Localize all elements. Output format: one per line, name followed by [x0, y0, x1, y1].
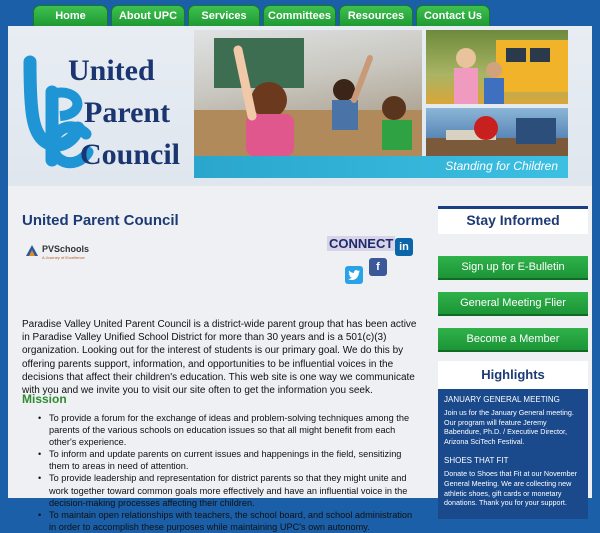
- highlights-box: [438, 361, 588, 389]
- site-tagline: Standing for Children: [445, 159, 558, 173]
- header-photo-collage: [194, 30, 568, 156]
- nav-tab-contact-us[interactable]: Contact Us: [416, 5, 490, 26]
- main-content: [22, 212, 422, 532]
- nav-tab-services[interactable]: Services: [188, 5, 260, 26]
- page-frame: [8, 26, 592, 532]
- svg-text:United: United: [68, 54, 155, 87]
- linkedin-icon[interactable]: in: [395, 238, 413, 256]
- upc-logo[interactable]: [22, 40, 182, 170]
- general-meeting-flier-button[interactable]: General Meeting Flier: [438, 292, 588, 316]
- list-item: • To maintain open relationships with teachers, the school board, and school administration in order to accomplish these purposes while maintaining UPC's own autonomy.: [42, 509, 420, 533]
- tagline-bar: [194, 156, 568, 178]
- nav-tab-resources[interactable]: Resources: [339, 5, 413, 26]
- nav-tab-committees[interactable]: Committees: [263, 5, 336, 26]
- page-title: United Parent Council: [22, 212, 179, 229]
- connect-label: CONNECT: [329, 236, 394, 251]
- site-header: [8, 26, 592, 186]
- connect-social: [327, 236, 417, 286]
- mission-heading: Mission: [22, 392, 67, 406]
- stay-informed-box: [438, 206, 588, 234]
- pvschools-subtext: A Journey of Excellence: [42, 255, 85, 260]
- top-nav: [0, 0, 600, 26]
- stay-informed-heading: Stay Informed: [466, 212, 560, 228]
- apple-books-photo: [426, 108, 568, 156]
- highlights-heading: Highlights: [481, 367, 545, 382]
- mission-list: [42, 412, 420, 533]
- become-member-button[interactable]: Become a Member: [438, 328, 588, 352]
- highlight-body: Donate to Shoes that Fit at our November General Meeting. We are collecting new athletic shoes, gift cards or monetary donations. Thank you for your support.: [444, 469, 578, 508]
- highlight-body: Join us for the January General meeting. Our program will feature Jeremy Babendure, Ph.D. / Executive Director, Arizona SciTech Festival.: [444, 408, 574, 446]
- pvschools-text: PVSchools: [42, 244, 90, 254]
- school-bus-photo: [426, 30, 568, 104]
- intro-paragraph: Paradise Valley United Parent Council is a district-wide parent group that has been active in Paradise Valley Unified School District for more than 30 years and is a 501(c)(3) organization. Looking out for the interest of students is our primary goal. We do this by offering parents support, information, and opportunities to be influential voices in the decisions that affect their children's education. This web site is one way we communicate with you and we invite you to visit our site often to get the information you seek.: [22, 319, 417, 397]
- classroom-photo: [194, 30, 422, 156]
- twitter-icon[interactable]: [345, 266, 363, 284]
- highlights-panel: [438, 389, 588, 519]
- highlight-title[interactable]: SHOES THAT FIT: [444, 456, 509, 466]
- list-item: • To provide a forum for the exchange of ideas and problem-solving techniques among the parents of the various schools on education issues so that all might benefit from each other's experience.: [42, 412, 420, 448]
- pvschools-logo[interactable]: [24, 240, 90, 270]
- highlight-title[interactable]: JANUARY GENERAL MEETING: [444, 395, 560, 404]
- pvschools-mark-icon: [24, 243, 40, 259]
- nav-tab-home[interactable]: Home: [33, 5, 108, 26]
- svg-text:Parent: Parent: [84, 96, 171, 129]
- list-item: • To inform and update parents on current issues and happenings in the field, sensitizing them to areas in need of attention.: [42, 448, 420, 472]
- svg-text:Council: Council: [80, 138, 181, 171]
- nav-tab-about-upc[interactable]: About UPC: [111, 5, 185, 26]
- ebulletin-signup-button[interactable]: Sign up for E-Bulletin: [438, 256, 588, 280]
- facebook-icon[interactable]: f: [369, 258, 387, 276]
- list-item: • To provide leadership and representation for district parents so that they might unite and work together toward common goals more effectively and have an influential voice in the decision-making processes affecting their children.: [42, 472, 420, 508]
